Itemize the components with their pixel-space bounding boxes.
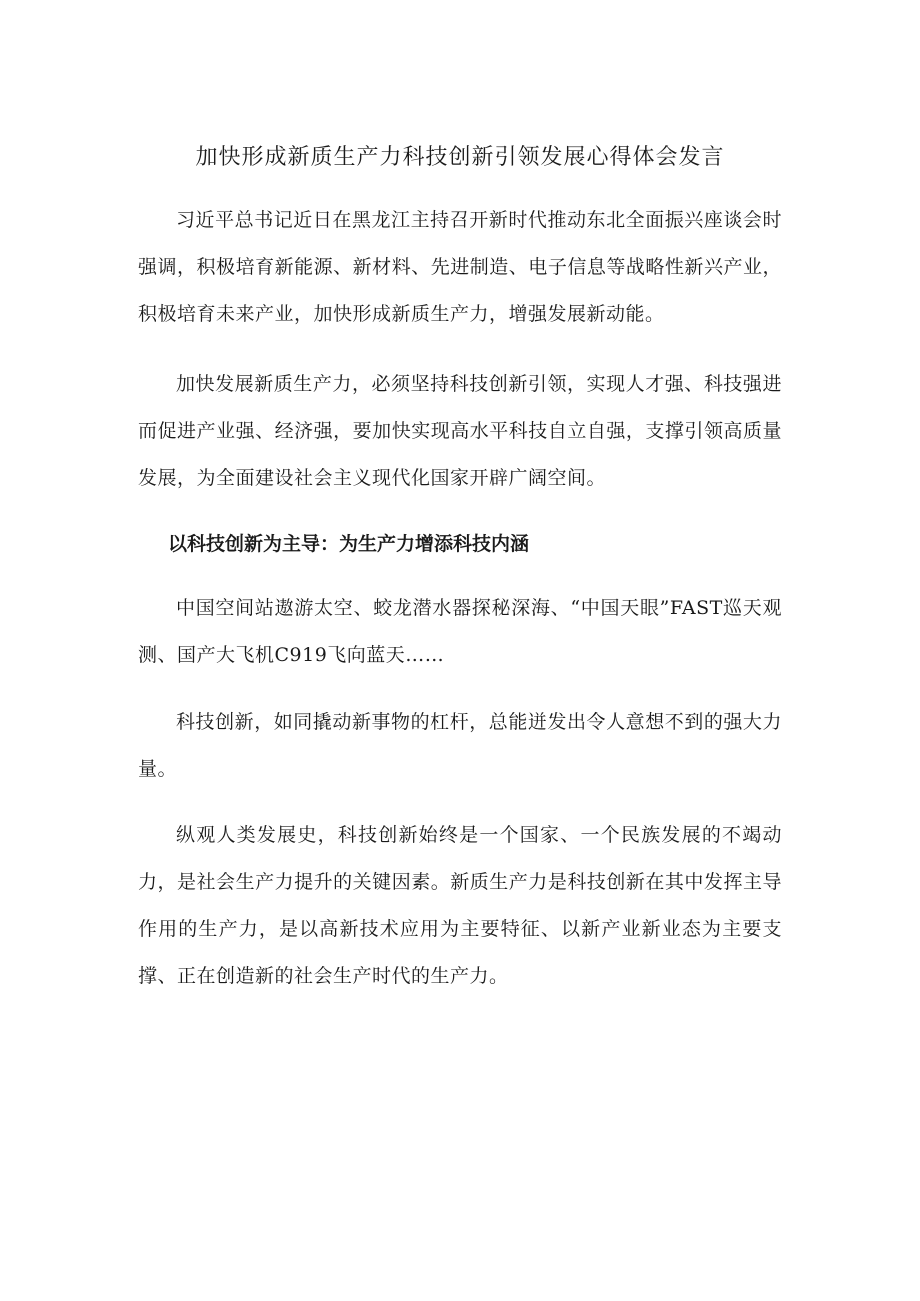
paragraph-history: 纵观人类发展史，科技创新始终是一个国家、一个民族发展的不竭动力，是社会生产力提升的关键因素。新质生产力是科技创新在其中发挥主导作用的生产力，是以高新技术应用为主要特征、以新产业新业态为主要支撑、正在创造新的社会生产时代的生产力。 [138, 824, 782, 987]
paragraph-lever: 科技创新，如同撬动新事物的杠杆，总能迸发出令人意想不到的强大力量。 [138, 711, 782, 780]
paragraph-innovation-lead: 加快发展新质生产力，必须坚持科技创新引领，实现人才强、科技强进而促进产业强、经济强，要加快实现高水平科技自立自强，支撑引领高质量发展，为全面建设社会主义现代化国家开辟广阔空间。 [138, 373, 782, 489]
section-heading: 以科技创新为主导：为生产力增添科技内涵 [168, 533, 530, 555]
paragraph-intro: 习近平总书记近日在黑龙江主持召开新时代推动东北全面振兴座谈会时强调，积极培育新能源、新材料、先进制造、电子信息等战略性新兴产业，积极培育未来产业，加快形成新质生产力，增强发展新动能。 [138, 209, 782, 325]
document-title: 加快形成新质生产力科技创新引领发展心得体会发言 [195, 145, 725, 170]
paragraph-achievements: 中国空间站遨游太空、蛟龙潜水器探秘深海、“中国天眼”FAST巡天观测、国产大飞机C919飞向蓝天…… [138, 597, 782, 666]
